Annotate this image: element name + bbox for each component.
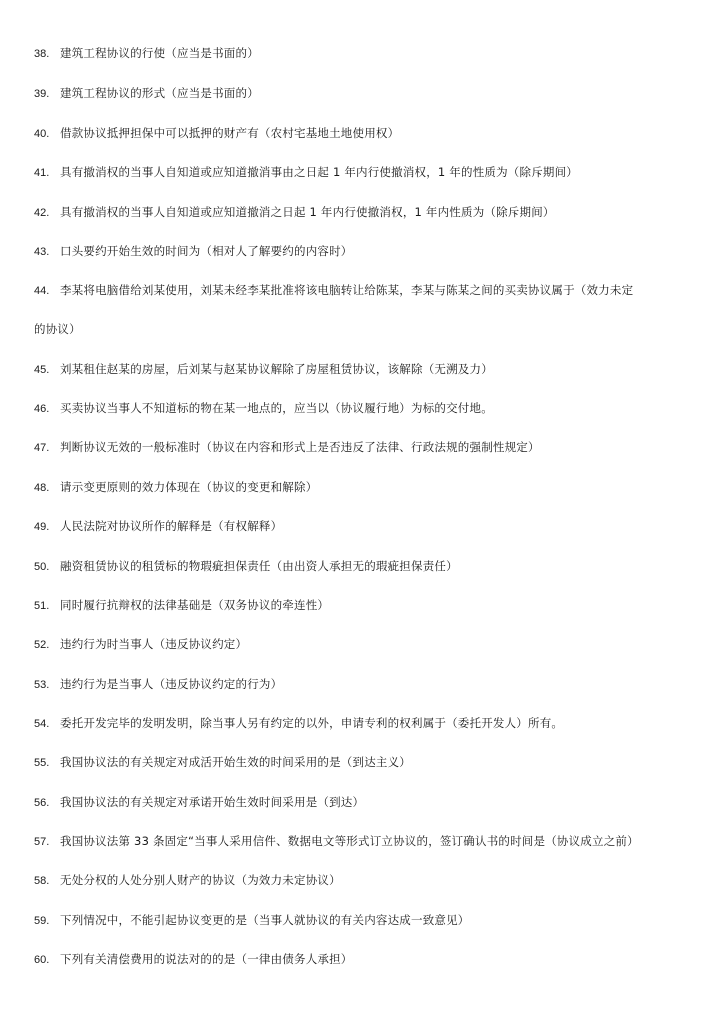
list-item [34,519,694,534]
item-number: 54. [34,718,50,730]
item-text: 具有撤消权的当事人自知道或应知道撤消事由之日起 1 年内行使撤消权，1 年的性质为（除斥期间） [60,165,578,179]
item-number: 57. [34,836,50,848]
item-text: 下列情况中，不能引起协议变更的是（当事人就协议的有关内容达成一致意见） [60,913,470,927]
item-text: 同时履行抗辩权的法律基础是（双务协议的牵连性） [60,598,330,612]
item-number: 51. [34,600,50,612]
item-text: 我国协议法第 33 条固定“当事人采用信件、数据电文等形式订立协议的，签订确认书的时间是（协议成立之前） [60,834,639,848]
list-item [34,244,694,259]
item-text: 委托开发完毕的发明发明，除当事人另有约定的以外，申请专利的权利属于（委托开发人）所有。 [60,716,564,730]
item-number: 49. [34,521,50,533]
list-item [34,440,694,455]
item-number: 40. [34,128,50,140]
item-number: 44. [34,285,50,297]
list-item [34,559,694,574]
list-item [34,637,694,652]
item-number: 38. [34,48,50,60]
list-item [34,480,694,495]
list-item [34,873,694,888]
list-item [34,46,694,61]
item-text: 我国协议法的有关规定对成活开始生效的时间采用的是（到达主义） [60,755,411,769]
item-number: 45. [34,364,50,376]
item-number: 48. [34,482,50,494]
item-text: 建筑工程协议的行使（应当是书面的） [60,46,259,60]
item-number: 39. [34,88,50,100]
item-text: 违约行为时当事人（违反协议约定） [60,637,248,651]
item-text: 刘某租住赵某的房屋，后刘某与赵某协议解除了房屋租赁协议，该解除（无溯及力） [60,362,493,376]
item-number: 53. [34,679,50,691]
item-number: 59. [34,915,50,927]
list-item [34,283,694,298]
item-text: 借款协议抵押担保中可以抵押的财产有（农村宅基地土地使用权） [60,126,400,140]
item-number: 50. [34,561,50,573]
item-number: 56. [34,797,50,809]
list-item [34,362,694,377]
item-text: 请示变更原则的效力体现在（协议的变更和解除） [60,480,318,494]
item-number: 60. [34,954,50,966]
item-number: 41. [34,167,50,179]
item-number: 46. [34,403,50,415]
item-text: 无处分权的人处分别人财产的协议（为效力未定协议） [60,873,341,887]
list-item [34,677,694,692]
item-number: 58. [34,875,50,887]
item-text: 口头要约开始生效的时间为（相对人了解要约的内容时） [60,244,353,258]
list-item [34,913,694,928]
item-text: 我国协议法的有关规定对承诺开始生效时间采用是（到达） [60,795,365,809]
item-number: 52. [34,639,50,651]
list-item [34,755,694,770]
list-item [34,86,694,101]
list-item [34,401,694,416]
list-item [34,126,694,141]
list-item [34,205,694,220]
item-text: 融资租赁协议的租赁标的物瑕疵担保责任（由出资人承担无的瑕疵担保责任） [60,559,458,573]
item-text: 具有撤消权的当事人自知道或应知道撤消之日起 1 年内行使撤消权，1 年内性质为（除斥期间） [60,205,555,219]
list-item [34,795,694,810]
item-text-continuation: 的协议） [34,322,81,336]
item-number: 55. [34,757,50,769]
item-text: 人民法院对协议所作的解释是（有权解释） [60,519,283,533]
list-item [34,598,694,613]
item-number: 47. [34,442,50,454]
list-item [34,834,694,849]
item-text: 下列有关清偿费用的说法对的的是（一律由债务人承担） [60,952,353,966]
list-item [34,952,694,967]
list-item [34,165,694,180]
item-text: 判断协议无效的一般标准时（协议在内容和形式上是否违反了法律、行政法规的强制性规定） [60,440,540,454]
item-text: 李某将电脑借给刘某使用，刘某未经李某批准将该电脑转让给陈某，李某与陈某之间的买卖协议属于（效力未定 [60,283,634,297]
list-item [34,716,694,731]
item-text: 买卖协议当事人不知道标的物在某一地点的，应当以（协议履行地）为标的交付地。 [60,401,493,415]
item-number: 43. [34,246,50,258]
item-text: 违约行为是当事人（违反协议约定的行为） [60,677,283,691]
item-text: 建筑工程协议的形式（应当是书面的） [60,86,259,100]
item-number: 42. [34,207,50,219]
